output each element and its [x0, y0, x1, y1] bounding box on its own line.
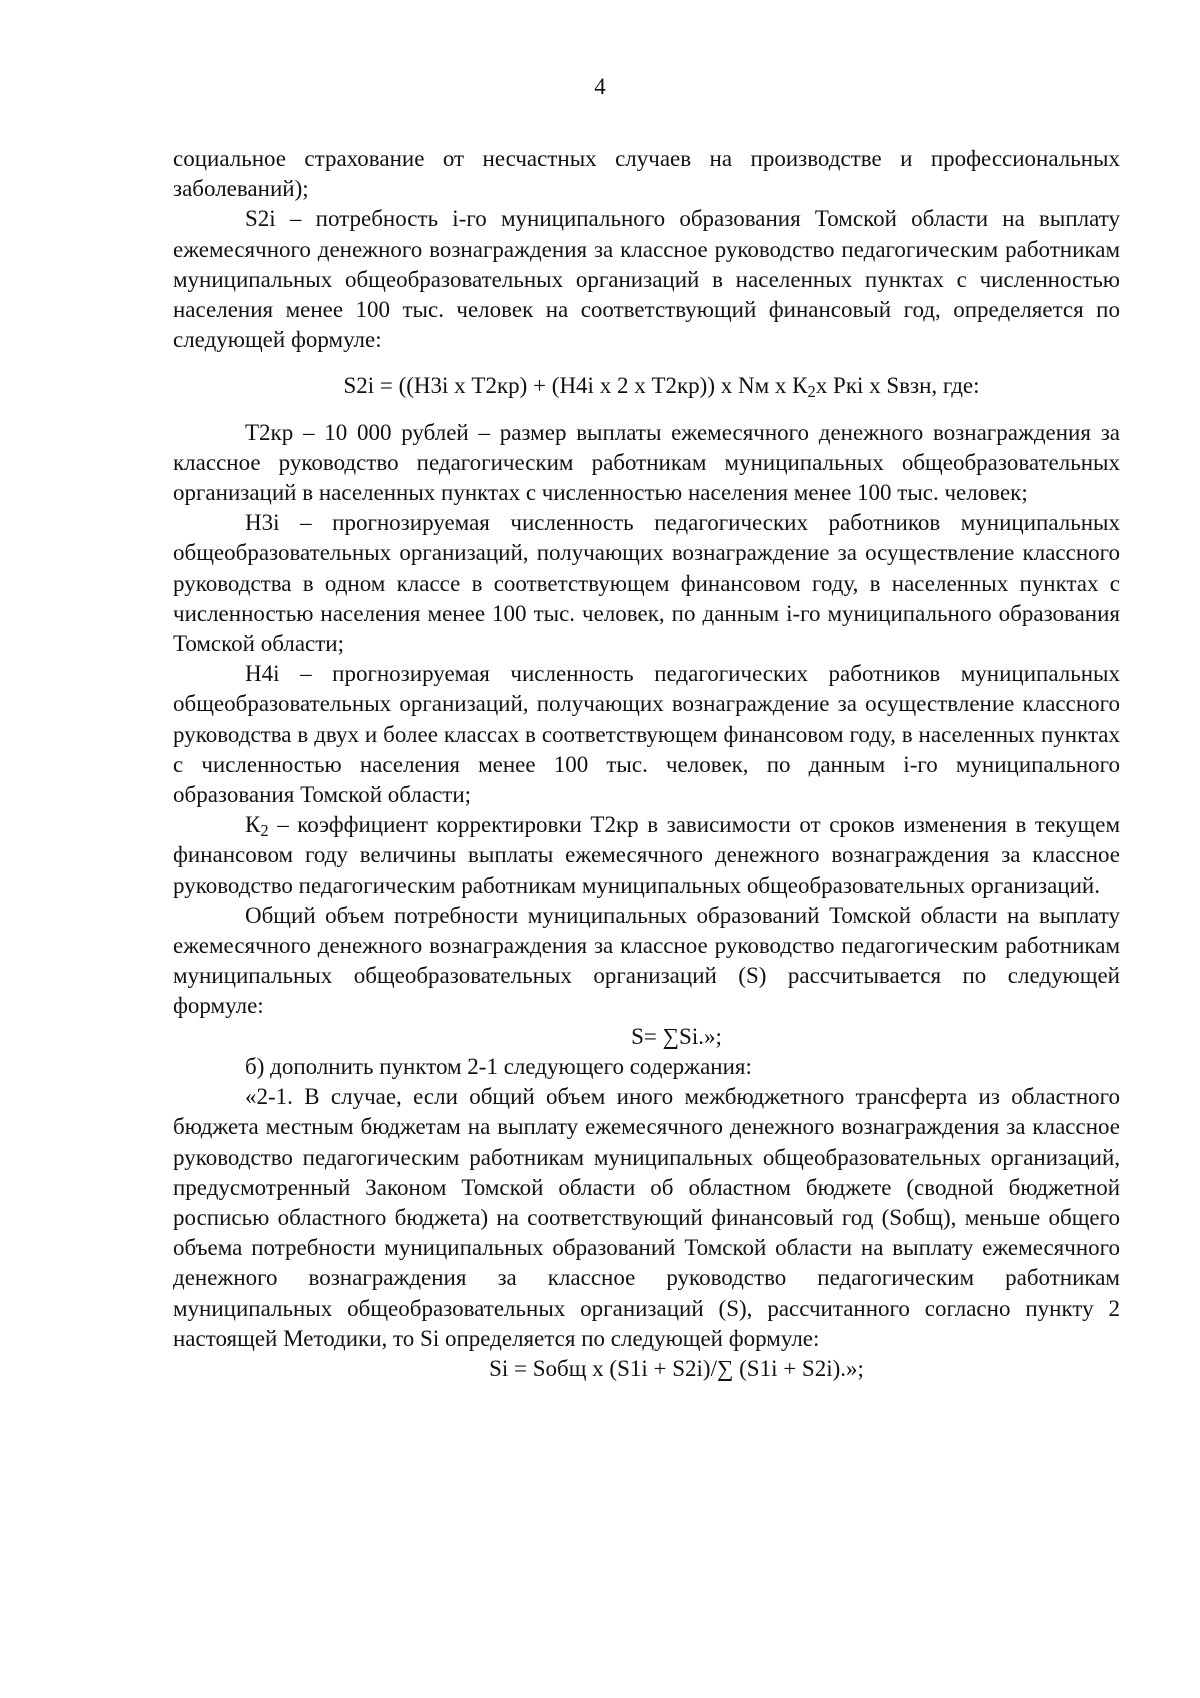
paragraph-continuation: социальное страхование от несчастных случаев на производстве и профессиональных заболеваний);: [173, 146, 1120, 202]
paragraph-n4i-definition: Н4i – прогнозируемая численность педагогических работников муниципальных общеобразовательных организаций, получающих вознаграждение за осуществление классного руководства в двух и более классах в соответствующем финансовом году, в населенных пунктах с численностью населения менее 100 тыс. человек, по данным i-го муниципального образования Томской области;: [173, 661, 1120, 808]
k2-symbol: К: [245, 812, 261, 838]
formula-total-s: S= ∑Si.»;: [631, 1023, 722, 1049]
formula-s2i-part1: S2i = ((Н3i х Т2кр) + (Н4i х 2 х Т2кр)) х Nм х К: [343, 373, 808, 399]
paragraph-clause-2-1: «2-1. В случае, если общий объем иного межбюджетного трансферта из областного бюджета местным бюджетам на выплату ежемесячного денежного вознаграждения за классное руководство педагогическим работникам муниципальных общеобразовательных организаций, предусмотренный Законом Томской области об областном бюджете (сводной бюджетной росписью областного бюджета) на соответствующий финансовый год (Sобщ), меньше общего объема потребности муниципальных образований Томской области на выплату ежемесячного денежного вознаграждения за классное руководство педагогическим работникам муниципальных общеобразовательных организаций (S), рассчитанного согласно пункту 2 настоящей Методики, то Si определяется по следующей формуле:: [173, 1084, 1120, 1351]
k2-text: – коэффициент корректировки Т2кр в зависимости от сроков изменения в текущем финансовом году величины выплаты ежемесячного денежного вознаграждения за классное руководство педагогическим работникам муниципальных общеобразовательных организаций.: [173, 812, 1120, 898]
paragraph-k2-definition: [173, 810, 1120, 901]
paragraph-t2kr-definition: Т2кр – 10 000 рублей – размер выплаты ежемесячного денежного вознаграждения за классное руководство педагогическим работникам муниципальных общеобразовательных организаций в населенных пунктах с численностью населения менее 100 тыс. человек;: [173, 419, 1120, 506]
formula-s2i-part2: х Ркi х Sвзн, где:: [815, 373, 980, 399]
paragraph-n3i-definition: Н3i – прогнозируемая численность педагогических работников муниципальных общеобразовательных организаций, получающих вознаграждение за осуществление классного руководства в одном классе в соответствующем финансовом году, в населенных пунктах с численностью населения менее 100 тыс. человек, по данным i-го муниципального образования Томской области;: [173, 510, 1120, 657]
paragraph-s2i-definition: S2i – потребность i-го муниципального образования Томской области на выплату ежемесячного денежного вознаграждения за классное руководство педагогическим работникам муниципальных общеобразовательных организаций в населенных пунктах с численностью населения менее 100 тыс. человек на соответствующий финансовый год, определяется по следующей формуле:: [173, 206, 1120, 353]
paragraph-total-need: Общий объем потребности муниципальных образований Томской области на выплату ежемесячного денежного вознаграждения за классное руководство педагогическим работникам муниципальных общеобразовательных организаций (S) рассчитывается по следующей формуле:: [173, 902, 1120, 1019]
page-number: 4: [594, 74, 606, 99]
formula-si: Si = Sобщ х (S1i + S2i)/∑ (S1i + S2i).»;: [489, 1355, 864, 1381]
paragraph-amendment-b: б) дополнить пунктом 2-1 следующего содержания:: [245, 1053, 752, 1079]
formula-s2i-subscript: 2: [807, 382, 816, 402]
formula-s2i: [173, 371, 1120, 401]
k2-subscript: 2: [260, 821, 269, 841]
document-body: [173, 144, 1120, 1384]
